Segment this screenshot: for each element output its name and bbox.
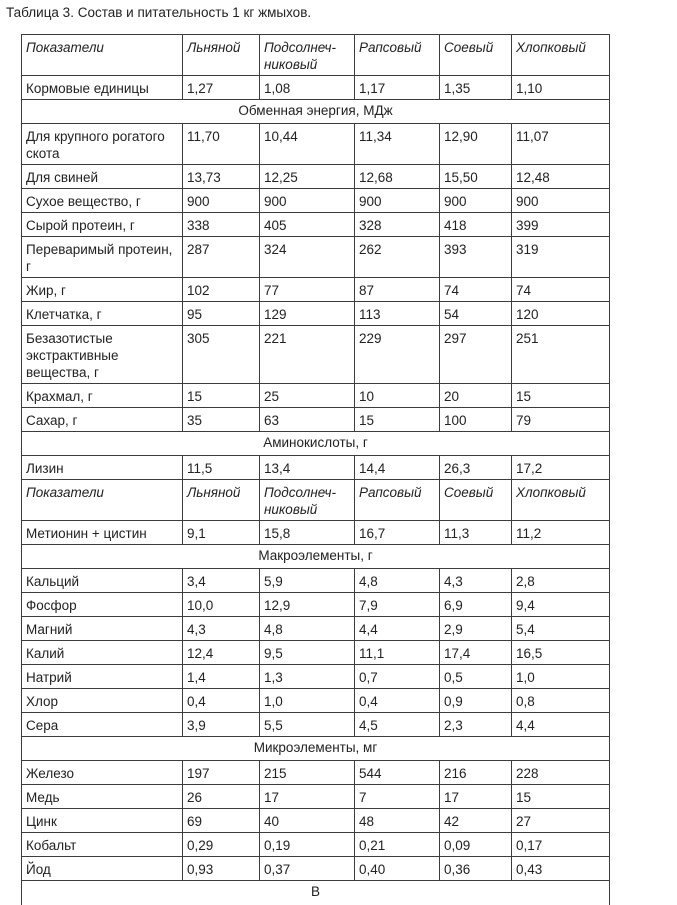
row-label: Сырой протеин, г bbox=[22, 213, 183, 237]
value-cell: 251 bbox=[512, 326, 610, 384]
value-cell: 113 bbox=[355, 302, 440, 326]
header-cell-indicator: Показатели bbox=[22, 480, 183, 521]
value-cell: 0,40 bbox=[355, 857, 440, 881]
value-cell: 215 bbox=[260, 761, 355, 785]
value-cell: 26,3 bbox=[440, 456, 512, 480]
value-cell: 17,2 bbox=[512, 456, 610, 480]
value-cell: 17 bbox=[260, 785, 355, 809]
value-cell: 20 bbox=[440, 384, 512, 408]
value-cell: 229 bbox=[355, 326, 440, 384]
value-cell: 14,4 bbox=[355, 456, 440, 480]
value-cell: 11,5 bbox=[183, 456, 260, 480]
value-cell: 13,73 bbox=[183, 165, 260, 189]
value-cell: 0,37 bbox=[260, 857, 355, 881]
value-cell: 69 bbox=[183, 809, 260, 833]
value-cell: 0,4 bbox=[183, 689, 260, 713]
value-cell: 197 bbox=[183, 761, 260, 785]
value-cell: 0,8 bbox=[512, 689, 610, 713]
value-cell: 297 bbox=[440, 326, 512, 384]
value-cell: 12,68 bbox=[355, 165, 440, 189]
table-row bbox=[22, 569, 610, 593]
value-cell: 4,5 bbox=[355, 713, 440, 737]
header-cell-meal: Соевый bbox=[440, 35, 512, 76]
value-cell: 2,9 bbox=[440, 617, 512, 641]
value-cell: 11,1 bbox=[355, 641, 440, 665]
row-label: Лизин bbox=[22, 456, 183, 480]
row-label: Для свиней bbox=[22, 165, 183, 189]
value-cell: 1,35 bbox=[440, 76, 512, 100]
value-cell: 1,0 bbox=[512, 665, 610, 689]
row-label: Железо bbox=[22, 761, 183, 785]
value-cell: 4,8 bbox=[260, 617, 355, 641]
header-cell-meal: Хлопковый bbox=[512, 35, 610, 76]
value-cell: 15 bbox=[512, 785, 610, 809]
header-cell-meal: Соевый bbox=[440, 480, 512, 521]
value-cell: 35 bbox=[183, 408, 260, 432]
value-cell: 10 bbox=[355, 384, 440, 408]
value-cell: 1,4 bbox=[183, 665, 260, 689]
value-cell: 15 bbox=[183, 384, 260, 408]
value-cell: 0,5 bbox=[440, 665, 512, 689]
value-cell: 0,36 bbox=[440, 857, 512, 881]
header-row bbox=[22, 35, 610, 76]
row-label: Крахмал, г bbox=[22, 384, 183, 408]
table-row bbox=[22, 408, 610, 432]
value-cell: 63 bbox=[260, 408, 355, 432]
section-title: Макроэлементы, г bbox=[22, 545, 610, 569]
value-cell: 4,3 bbox=[440, 569, 512, 593]
header-cell-meal: Льняной bbox=[183, 480, 260, 521]
table-caption: Таблица 3. Состав и питательность 1 кг жмыхов. bbox=[6, 5, 312, 20]
table-row bbox=[22, 237, 610, 278]
table-row bbox=[22, 761, 610, 785]
value-cell: 418 bbox=[440, 213, 512, 237]
table-row bbox=[22, 278, 610, 302]
table-row bbox=[22, 76, 610, 100]
row-label: Натрий bbox=[22, 665, 183, 689]
value-cell: 27 bbox=[512, 809, 610, 833]
row-label: Сахар, г bbox=[22, 408, 183, 432]
value-cell: 15 bbox=[512, 384, 610, 408]
value-cell: 12,25 bbox=[260, 165, 355, 189]
value-cell: 228 bbox=[512, 761, 610, 785]
value-cell: 54 bbox=[440, 302, 512, 326]
value-cell: 0,21 bbox=[355, 833, 440, 857]
table-row bbox=[22, 833, 610, 857]
value-cell: 16,7 bbox=[355, 521, 440, 545]
value-cell: 900 bbox=[260, 189, 355, 213]
value-cell: 10,0 bbox=[183, 593, 260, 617]
value-cell: 6,9 bbox=[440, 593, 512, 617]
value-cell: 7,9 bbox=[355, 593, 440, 617]
section-title: В bbox=[22, 881, 610, 905]
value-cell: 12,48 bbox=[512, 165, 610, 189]
table-row bbox=[22, 124, 610, 165]
value-cell: 405 bbox=[260, 213, 355, 237]
value-cell: 3,9 bbox=[183, 713, 260, 737]
value-cell: 0,17 bbox=[512, 833, 610, 857]
value-cell: 17,4 bbox=[440, 641, 512, 665]
row-label: Цинк bbox=[22, 809, 183, 833]
section-row bbox=[22, 432, 610, 456]
value-cell: 0,19 bbox=[260, 833, 355, 857]
value-cell: 2,3 bbox=[440, 713, 512, 737]
value-cell: 11,3 bbox=[440, 521, 512, 545]
value-cell: 74 bbox=[512, 278, 610, 302]
header-cell-meal: Рапсовый bbox=[355, 35, 440, 76]
value-cell: 319 bbox=[512, 237, 610, 278]
value-cell: 5,4 bbox=[512, 617, 610, 641]
value-cell: 12,4 bbox=[183, 641, 260, 665]
value-cell: 25 bbox=[260, 384, 355, 408]
header-row bbox=[22, 480, 610, 521]
value-cell: 0,93 bbox=[183, 857, 260, 881]
row-label: Калий bbox=[22, 641, 183, 665]
value-cell: 338 bbox=[183, 213, 260, 237]
value-cell: 120 bbox=[512, 302, 610, 326]
value-cell: 9,1 bbox=[183, 521, 260, 545]
row-label: Хлор bbox=[22, 689, 183, 713]
value-cell: 15,8 bbox=[260, 521, 355, 545]
value-cell: 5,9 bbox=[260, 569, 355, 593]
table-row bbox=[22, 713, 610, 737]
section-row bbox=[22, 100, 610, 124]
section-row bbox=[22, 737, 610, 761]
table-row bbox=[22, 593, 610, 617]
value-cell: 48 bbox=[355, 809, 440, 833]
value-cell: 900 bbox=[183, 189, 260, 213]
value-cell: 2,8 bbox=[512, 569, 610, 593]
section-title: Аминокислоты, г bbox=[22, 432, 610, 456]
row-label: Кормовые единицы bbox=[22, 76, 183, 100]
value-cell: 4,3 bbox=[183, 617, 260, 641]
table-row bbox=[22, 213, 610, 237]
row-label: Клетчатка, г bbox=[22, 302, 183, 326]
table-row bbox=[22, 521, 610, 545]
row-label: Переваримый протеин, г bbox=[22, 237, 183, 278]
table-row bbox=[22, 326, 610, 384]
table-row bbox=[22, 302, 610, 326]
row-label: Для крупного рогатого скота bbox=[22, 124, 183, 165]
value-cell: 324 bbox=[260, 237, 355, 278]
value-cell: 74 bbox=[440, 278, 512, 302]
table-row bbox=[22, 165, 610, 189]
value-cell: 0,29 bbox=[183, 833, 260, 857]
row-label: Жир, г bbox=[22, 278, 183, 302]
value-cell: 12,90 bbox=[440, 124, 512, 165]
value-cell: 40 bbox=[260, 809, 355, 833]
value-cell: 5,5 bbox=[260, 713, 355, 737]
value-cell: 10,44 bbox=[260, 124, 355, 165]
table-row bbox=[22, 809, 610, 833]
header-cell-indicator: Показатели bbox=[22, 35, 183, 76]
value-cell: 399 bbox=[512, 213, 610, 237]
table-row bbox=[22, 665, 610, 689]
value-cell: 26 bbox=[183, 785, 260, 809]
table-row bbox=[22, 641, 610, 665]
value-cell: 9,4 bbox=[512, 593, 610, 617]
row-label: Сухое вещество, г bbox=[22, 189, 183, 213]
table-row bbox=[22, 689, 610, 713]
header-cell-meal: Подсолнеч- никовый bbox=[260, 35, 355, 76]
value-cell: 79 bbox=[512, 408, 610, 432]
value-cell: 12,9 bbox=[260, 593, 355, 617]
value-cell: 221 bbox=[260, 326, 355, 384]
feed-composition-table bbox=[21, 34, 610, 905]
section-title: Микроэлементы, мг bbox=[22, 737, 610, 761]
row-label: Безазотистые экстрактивные вещества, г bbox=[22, 326, 183, 384]
value-cell: 305 bbox=[183, 326, 260, 384]
row-label: Сера bbox=[22, 713, 183, 737]
value-cell: 287 bbox=[183, 237, 260, 278]
value-cell: 17 bbox=[440, 785, 512, 809]
value-cell: 3,4 bbox=[183, 569, 260, 593]
value-cell: 7 bbox=[355, 785, 440, 809]
table-row bbox=[22, 189, 610, 213]
value-cell: 4,4 bbox=[512, 713, 610, 737]
value-cell: 13,4 bbox=[260, 456, 355, 480]
value-cell: 15,50 bbox=[440, 165, 512, 189]
section-row bbox=[22, 545, 610, 569]
value-cell: 15 bbox=[355, 408, 440, 432]
value-cell: 11,2 bbox=[512, 521, 610, 545]
value-cell: 1,27 bbox=[183, 76, 260, 100]
row-label: Метионин + цистин bbox=[22, 521, 183, 545]
value-cell: 0,4 bbox=[355, 689, 440, 713]
row-label: Кобальт bbox=[22, 833, 183, 857]
value-cell: 900 bbox=[355, 189, 440, 213]
value-cell: 95 bbox=[183, 302, 260, 326]
value-cell: 4,4 bbox=[355, 617, 440, 641]
value-cell: 1,0 bbox=[260, 689, 355, 713]
value-cell: 11,07 bbox=[512, 124, 610, 165]
header-cell-meal: Хлопковый bbox=[512, 480, 610, 521]
row-label: Фосфор bbox=[22, 593, 183, 617]
value-cell: 0,43 bbox=[512, 857, 610, 881]
value-cell: 87 bbox=[355, 278, 440, 302]
value-cell: 0,9 bbox=[440, 689, 512, 713]
row-label: Кальций bbox=[22, 569, 183, 593]
table-row bbox=[22, 384, 610, 408]
value-cell: 4,8 bbox=[355, 569, 440, 593]
value-cell: 0,09 bbox=[440, 833, 512, 857]
value-cell: 328 bbox=[355, 213, 440, 237]
value-cell: 9,5 bbox=[260, 641, 355, 665]
value-cell: 11,70 bbox=[183, 124, 260, 165]
table-row bbox=[22, 857, 610, 881]
value-cell: 900 bbox=[512, 189, 610, 213]
value-cell: 102 bbox=[183, 278, 260, 302]
row-label: Медь bbox=[22, 785, 183, 809]
table-row bbox=[22, 456, 610, 480]
header-cell-meal: Льняной bbox=[183, 35, 260, 76]
value-cell: 1,17 bbox=[355, 76, 440, 100]
value-cell: 544 bbox=[355, 761, 440, 785]
table-row bbox=[22, 617, 610, 641]
value-cell: 100 bbox=[440, 408, 512, 432]
header-cell-meal: Рапсовый bbox=[355, 480, 440, 521]
row-label: Йод bbox=[22, 857, 183, 881]
value-cell: 0,7 bbox=[355, 665, 440, 689]
value-cell: 42 bbox=[440, 809, 512, 833]
value-cell: 1,10 bbox=[512, 76, 610, 100]
value-cell: 900 bbox=[440, 189, 512, 213]
value-cell: 1,3 bbox=[260, 665, 355, 689]
value-cell: 262 bbox=[355, 237, 440, 278]
value-cell: 216 bbox=[440, 761, 512, 785]
section-title: Обменная энергия, МДж bbox=[22, 100, 610, 124]
table-row bbox=[22, 785, 610, 809]
value-cell: 393 bbox=[440, 237, 512, 278]
value-cell: 11,34 bbox=[355, 124, 440, 165]
value-cell: 129 bbox=[260, 302, 355, 326]
header-cell-meal: Подсолнеч- никовый bbox=[260, 480, 355, 521]
value-cell: 16,5 bbox=[512, 641, 610, 665]
row-label: Магний bbox=[22, 617, 183, 641]
value-cell: 1,08 bbox=[260, 76, 355, 100]
value-cell: 77 bbox=[260, 278, 355, 302]
